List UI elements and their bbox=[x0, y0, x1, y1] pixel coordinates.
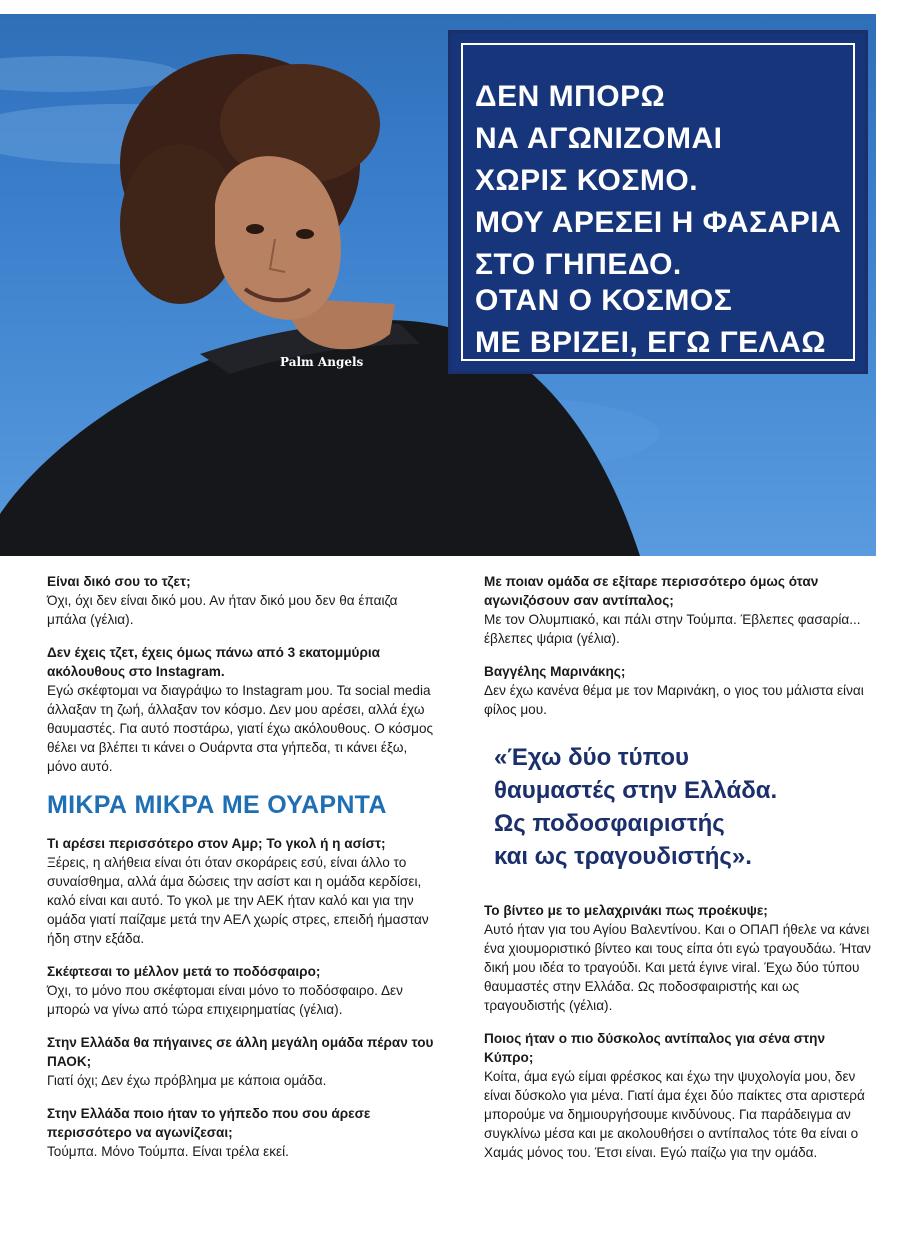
answer: Όχι, όχι δεν είναι δικό μου. Αν ήταν δικό μου δεν θα έπαιζα μπάλα (γέλια). bbox=[47, 593, 398, 627]
answer: Δεν έχω κανένα θέμα με τον Μαρινάκη, ο γιος του μάλιστα είναι φίλος μου. bbox=[484, 683, 864, 717]
right-column bbox=[484, 572, 876, 1176]
question: Σκέφτεσαι το μέλλον μετά το ποδόσφαιρο; bbox=[47, 964, 321, 979]
quote-line: ΝΑ ΑΓΩΝΙΖΟΜΑΙ bbox=[475, 122, 723, 155]
answer: Τούμπα. Μόνο Τούμπα. Είναι τρέλα εκεί. bbox=[47, 1144, 289, 1159]
question: Ποιος ήταν ο πιο δύσκολος αντίπαλος για σένα στην Κύπρο; bbox=[484, 1031, 826, 1065]
answer: Κοίτα, άμα εγώ είμαι φρέσκος και έχω την ψυχολογία μου, δεν είναι δύσκολο για μένα. Γιατί άμα έχει δύο παίκτες στα αριστερά μπορούμε να δημιουργήσουμε κινδύνους. Για παράδειγμα αν συγκλίνω μέσα και με ακολουθήσει ο αντίπαλος τότε θα είναι ο Χαμάς μόνος του. Έτσι είναι. Εγώ παίζω για την ομάδα. bbox=[484, 1069, 865, 1160]
answer: Εγώ σκέφτομαι να διαγράψω το Instagram μου. Τα social media άλλαξαν τη ζωή, άλλαξαν τον κόσμο. Δεν μου αρέσει, αλλά έχω θαυμαστές. Για αυτό ποστάρω, γιατί έχω ακόλουθους. Ο κόσμος θέλει να βλέπει τι κάνει ο Ουάρντα στα γήπεδα, τι κάνει έξω, μόνο αυτό. bbox=[47, 683, 434, 774]
quote-line: ΔΕΝ ΜΠΟΡΩ bbox=[475, 80, 666, 113]
answer: Με τον Ολυμπιακό, και πάλι στην Τούμπα. Έβλεπες φασαρία... έβλεπες ψάρια (γέλια). bbox=[484, 612, 861, 646]
pull-quote bbox=[494, 741, 876, 873]
hero-photo bbox=[0, 14, 876, 556]
quote-line: ΟΤΑΝ Ο ΚΟΣΜΟΣ bbox=[475, 284, 733, 317]
question: Δεν έχεις τζετ, έχεις όμως πάνω από 3 εκατομμύρια ακόλουθους στο Instagram. bbox=[47, 645, 380, 679]
headline-quote-box bbox=[448, 30, 868, 374]
question: Είναι δικό σου το τζετ; bbox=[47, 574, 191, 589]
pull-quote-line: Ως ποδοσφαιριστής bbox=[494, 810, 725, 837]
question: Βαγγέλης Μαρινάκης; bbox=[484, 664, 626, 679]
pull-quote-line: «Έχω δύο τύπου bbox=[494, 744, 689, 771]
shirt-logo: Palm Angels bbox=[280, 355, 364, 369]
quote-line: ΜΟΥ ΑΡΕΣΕΙ Η ΦΑΣΑΡΙΑ bbox=[475, 206, 842, 239]
left-column bbox=[47, 572, 439, 1175]
quote-line: ΜΕ ΒΡΙΖΕΙ, ΕΓΩ ΓΕΛΑΩ bbox=[475, 326, 826, 359]
question: Με ποιαν ομάδα σε εξίταρε περισσότερο όμως όταν αγωνιζόσουν σαν αντίπαλος; bbox=[484, 574, 819, 608]
quote-line: ΧΩΡΙΣ ΚΟΣΜΟ. bbox=[475, 164, 699, 197]
pull-quote-line: και ως τραγουδιστής». bbox=[494, 843, 752, 870]
question: Τι αρέσει περισσότερο στον Αμρ; Το γκολ ή η ασίστ; bbox=[47, 836, 386, 851]
answer: Γιατί όχι; Δεν έχω πρόβλημα με κάποια ομάδα. bbox=[47, 1073, 327, 1088]
question: Το βίντεο με το μελαχρινάκι πως προέκυψε; bbox=[484, 903, 768, 918]
answer: Ξέρεις, η αλήθεια είναι ότι όταν σκοράρεις εσύ, είναι άλλο το συναίσθημα, αλλά άμα δώσεις την ασίστ και η ομάδα κερδίσει, καλό είναι και αυτό. Το γκολ με την ΑΕΚ ήταν καλό και για την ομάδα γιατί παίζαμε μετά την ΑΕΛ χωρίς στρες, επειδή ήμασταν ήδη στην εξάδα. bbox=[47, 855, 429, 946]
question: Στην Ελλάδα θα πήγαινες σε άλλη μεγάλη ομάδα πέραν του ΠΑΟΚ; bbox=[47, 1035, 434, 1069]
pull-quote-line: θαυμαστές στην Ελλάδα. bbox=[494, 777, 778, 804]
answer: Αυτό ήταν για του Αγίου Βαλεντίνου. Και ο ΟΠΑΠ ήθελε να κάνει ένα χιουμοριστικό βίντεο και τους είπα ότι εγώ τραγουδάω. Ήταν δική μου ιδέα το τραγούδι. Και μετά έγινε viral. Έχω δύο τύπου θαυμαστές στην Ελλάδα. Ως ποδοσφαιριστής και ως τραγουδιστής (γέλια). bbox=[484, 922, 871, 1013]
quote-line: ΣΤΟ ΓΗΠΕΔΟ. bbox=[475, 248, 682, 281]
question: Στην Ελλάδα ποιο ήταν το γήπεδο που σου άρεσε περισσότερο να αγωνίζεσαι; bbox=[47, 1106, 371, 1140]
answer: Όχι, το μόνο που σκέφτομαι είναι μόνο το ποδόσφαιρο. Δεν μπορώ να γίνω από τώρα επιχειρηματίας (γέλια). bbox=[47, 983, 403, 1017]
section-title: ΜΙΚΡΑ ΜΙΚΡΑ ΜΕ ΟΥΑΡΝΤΑ bbox=[47, 791, 387, 819]
